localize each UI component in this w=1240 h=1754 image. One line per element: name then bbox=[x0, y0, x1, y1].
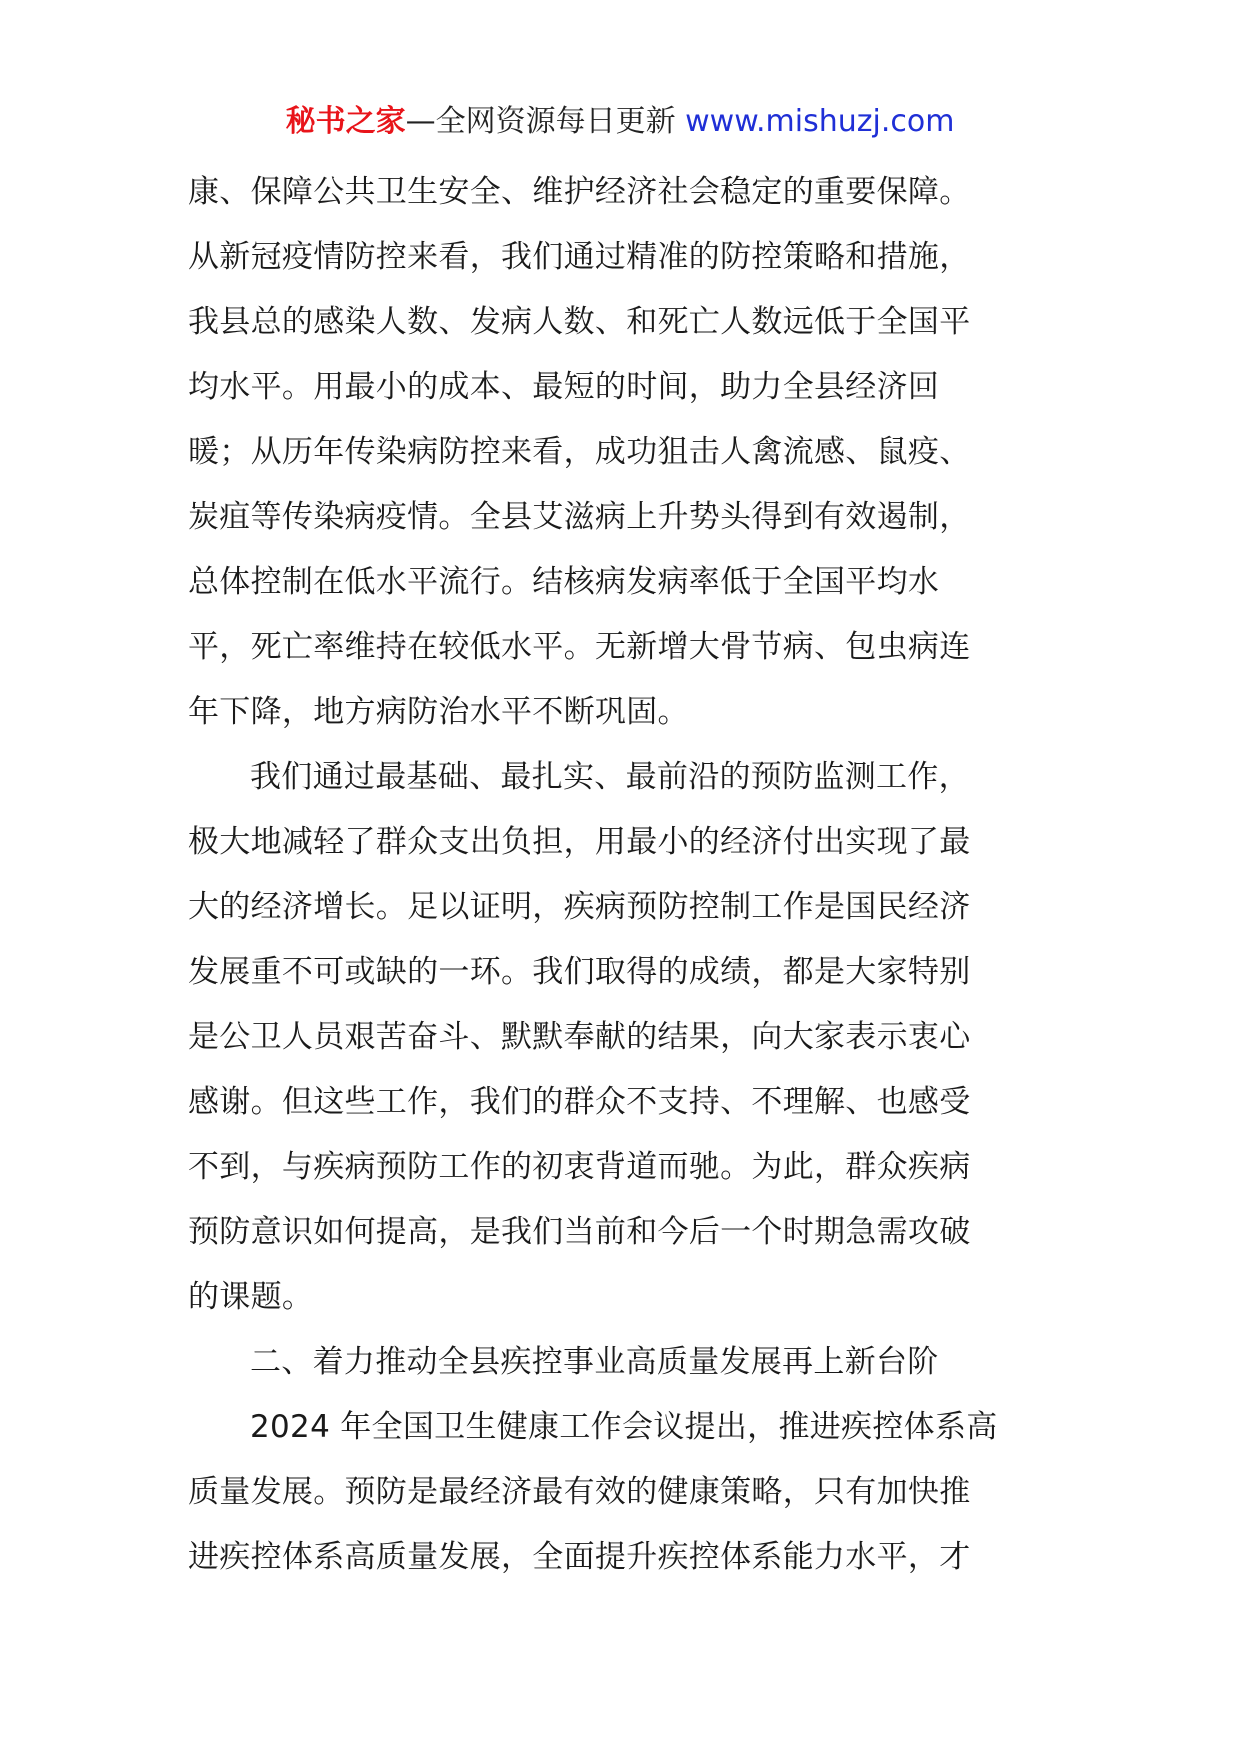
text-line: 极大地减轻了群众支出负担，用最小的经济付出实现了最 bbox=[188, 824, 971, 860]
text-line: 年下降，地方病防治水平不断巩固。 bbox=[188, 694, 689, 730]
text-line: 均水平。用最小的成本、最短的时间，助力全县经济回 bbox=[188, 369, 940, 405]
text-line: 总体控制在低水平流行。结核病发病率低于全国平均水 bbox=[188, 564, 940, 600]
text-line: 平，死亡率维持在较低水平。无新增大骨节病、包虫病连 bbox=[188, 629, 971, 665]
text-line: 是公卫人员艰苦奋斗、默默奉献的结果，向大家表示衷心 bbox=[188, 1019, 971, 1055]
section-heading: 二、着力推动全县疾控事业高质量发展再上新台阶 bbox=[250, 1344, 939, 1380]
page-header bbox=[0, 100, 1240, 144]
text-line: 预防意识如何提高，是我们当前和今后一个时期急需攻破 bbox=[188, 1214, 971, 1250]
document-body bbox=[188, 160, 1058, 1590]
text-line: 的课题。 bbox=[188, 1279, 314, 1315]
text-line: 暖；从历年传染病防控来看，成功狙击人禽流感、鼠疫、 bbox=[188, 434, 971, 470]
text-line: 从新冠疫情防控来看，我们通过精准的防控策略和措施， bbox=[188, 239, 971, 275]
text-line: 康、保障公共卫生安全、维护经济社会稳定的重要保障。 bbox=[188, 174, 971, 210]
header-tagline: —全网资源每日更新 bbox=[405, 104, 676, 139]
header-brand: 秘书之家 bbox=[285, 104, 406, 139]
header-url-link[interactable]: www.mishuzj.com bbox=[685, 104, 955, 139]
text-line: 感谢。但这些工作，我们的群众不支持、不理解、也感受 bbox=[188, 1084, 971, 1120]
text-line: 不到，与疾病预防工作的初衷背道而驰。为此，群众疾病 bbox=[188, 1149, 971, 1185]
text-line: 我们通过最基础、最扎实、最前沿的预防监测工作， bbox=[250, 759, 970, 795]
text-line: 2024 年全国卫生健康工作会议提出，推进疾控体系高 bbox=[250, 1409, 998, 1445]
text-line: 大的经济增长。足以证明，疾病预防控制工作是国民经济 bbox=[188, 889, 971, 925]
text-line: 质量发展。预防是最经济最有效的健康策略，只有加快推 bbox=[188, 1474, 971, 1510]
text-line: 进疾控体系高质量发展，全面提升疾控体系能力水平，才 bbox=[188, 1539, 971, 1575]
text-line: 发展重不可或缺的一环。我们取得的成绩，都是大家特别 bbox=[188, 954, 971, 990]
text-line: 炭疽等传染病疫情。全县艾滋病上升势头得到有效遏制， bbox=[188, 499, 971, 535]
text-line: 我县总的感染人数、发病人数、和死亡人数远低于全国平 bbox=[188, 304, 971, 340]
